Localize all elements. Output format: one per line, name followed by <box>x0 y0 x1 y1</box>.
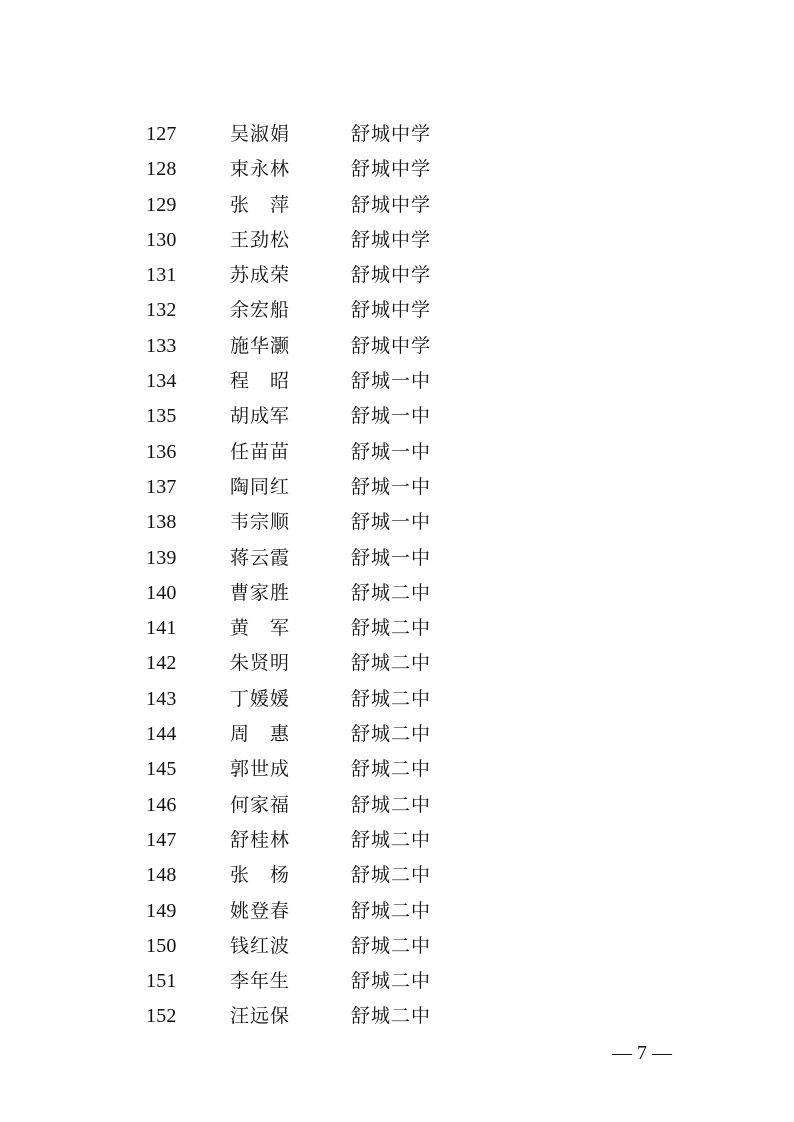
school-name: 舒城中学 <box>351 334 432 357</box>
person-name: 张 杨 <box>230 864 291 887</box>
list-item <box>0 821 794 856</box>
list-item <box>0 574 794 609</box>
row-number: 133 <box>146 334 177 357</box>
row-number: 139 <box>146 546 177 569</box>
list-item <box>0 856 794 891</box>
person-name: 韦宗顺 <box>230 511 291 534</box>
row-number: 146 <box>146 793 177 816</box>
list-item <box>0 186 794 221</box>
list-item <box>0 115 794 150</box>
school-name: 舒城二中 <box>351 687 432 710</box>
list-item <box>0 644 794 679</box>
list-item <box>0 327 794 362</box>
list-item <box>0 150 794 185</box>
row-number: 148 <box>146 864 177 887</box>
list-item <box>0 468 794 503</box>
row-number: 128 <box>146 158 177 181</box>
list-item <box>0 433 794 468</box>
row-number: 151 <box>146 970 177 993</box>
list-item <box>0 609 794 644</box>
school-name: 舒城中学 <box>351 193 432 216</box>
list-item <box>0 539 794 574</box>
school-name: 舒城一中 <box>351 511 432 534</box>
person-name: 朱贤明 <box>230 652 291 675</box>
row-number: 152 <box>146 1005 177 1028</box>
list-item <box>0 680 794 715</box>
row-number: 138 <box>146 511 177 534</box>
school-name: 舒城二中 <box>351 793 432 816</box>
person-name: 吴淑娟 <box>230 123 291 145</box>
school-name: 舒城二中 <box>351 864 432 887</box>
person-name: 施华灏 <box>230 334 291 357</box>
person-name: 胡成军 <box>230 405 291 428</box>
roster-list <box>0 115 794 1033</box>
list-item <box>0 786 794 821</box>
row-number: 145 <box>146 758 177 781</box>
list-item <box>0 750 794 785</box>
row-number: 136 <box>146 440 177 463</box>
list-item <box>0 291 794 326</box>
row-number: 129 <box>146 193 177 216</box>
person-name: 束永林 <box>230 158 291 181</box>
person-name: 王劲松 <box>230 228 291 251</box>
row-number: 130 <box>146 228 177 251</box>
person-name: 任苗苗 <box>230 440 291 463</box>
row-number: 147 <box>146 828 177 851</box>
person-name: 张 萍 <box>230 193 291 216</box>
school-name: 舒城一中 <box>351 475 432 498</box>
school-name: 舒城二中 <box>351 758 432 781</box>
school-name: 舒城二中 <box>351 828 432 851</box>
person-name: 黄 军 <box>230 617 291 640</box>
person-name: 姚登春 <box>230 899 291 922</box>
person-name: 苏成荣 <box>230 264 291 287</box>
school-name: 舒城二中 <box>351 899 432 922</box>
list-item <box>0 715 794 750</box>
row-number: 141 <box>146 617 177 640</box>
person-name: 汪远保 <box>230 1005 291 1028</box>
row-number: 144 <box>146 723 177 746</box>
school-name: 舒城二中 <box>351 617 432 640</box>
row-number: 140 <box>146 581 177 604</box>
row-number: 132 <box>146 299 177 322</box>
school-name: 舒城二中 <box>351 581 432 604</box>
person-name: 蒋云霞 <box>230 546 291 569</box>
person-name: 舒桂林 <box>230 828 291 851</box>
list-item <box>0 892 794 927</box>
row-number: 127 <box>146 123 177 145</box>
person-name: 何家福 <box>230 793 291 816</box>
school-name: 舒城二中 <box>351 970 432 993</box>
school-name: 舒城中学 <box>351 299 432 322</box>
school-name: 舒城中学 <box>351 123 432 145</box>
school-name: 舒城一中 <box>351 440 432 463</box>
school-name: 舒城二中 <box>351 1005 432 1028</box>
person-name: 曹家胜 <box>230 581 291 604</box>
row-number: 134 <box>146 370 177 393</box>
list-item <box>0 256 794 291</box>
school-name: 舒城二中 <box>351 723 432 746</box>
row-number: 142 <box>146 652 177 675</box>
school-name: 舒城一中 <box>351 405 432 428</box>
row-number: 150 <box>146 934 177 957</box>
list-item <box>0 221 794 256</box>
school-name: 舒城二中 <box>351 652 432 675</box>
school-name: 舒城中学 <box>351 158 432 181</box>
person-name: 余宏船 <box>230 299 291 322</box>
person-name: 郭世成 <box>230 758 291 781</box>
row-number: 131 <box>146 264 177 287</box>
person-name: 钱红波 <box>230 934 291 957</box>
person-name: 周 惠 <box>230 723 291 746</box>
school-name: 舒城二中 <box>351 934 432 957</box>
list-item <box>0 997 794 1032</box>
school-name: 舒城中学 <box>351 264 432 287</box>
list-item <box>0 397 794 432</box>
person-name: 陶同红 <box>230 475 291 498</box>
person-name: 丁媛媛 <box>230 687 291 710</box>
list-item <box>0 962 794 997</box>
school-name: 舒城一中 <box>351 546 432 569</box>
list-item <box>0 503 794 538</box>
school-name: 舒城中学 <box>351 228 432 251</box>
list-item <box>0 927 794 962</box>
row-number: 149 <box>146 899 177 922</box>
person-name: 李年生 <box>230 970 291 993</box>
list-item <box>0 362 794 397</box>
row-number: 135 <box>146 405 177 428</box>
school-name: 舒城一中 <box>351 370 432 393</box>
row-number: 143 <box>146 687 177 710</box>
row-number: 137 <box>146 475 177 498</box>
page-number: — 7 — <box>612 1042 672 1064</box>
person-name: 程 昭 <box>230 370 291 393</box>
